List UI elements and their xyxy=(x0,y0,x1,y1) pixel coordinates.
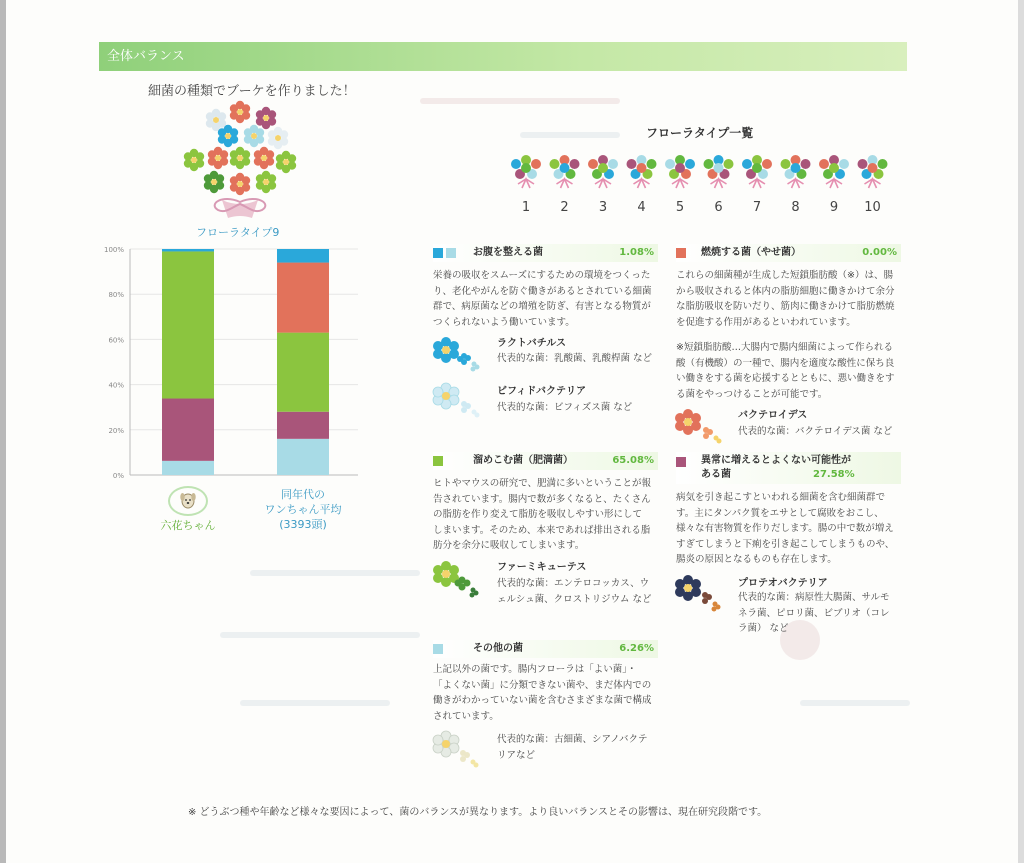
swatch-blue xyxy=(433,248,443,258)
section-other-pct: 6.26% xyxy=(619,643,654,655)
sub-firmicutes-name: ファーミキューテス xyxy=(497,562,587,573)
flora-type-number: 1 xyxy=(521,200,531,215)
section-belly-title: お腹を整える菌 xyxy=(473,247,543,259)
mini-bouquet-icon xyxy=(819,155,849,188)
desc-line: ヒトやマウスの研究で、肥満に多いということが報 xyxy=(433,478,652,489)
dog-avatar xyxy=(168,486,208,516)
bouquet-title: 細菌の種類でブーケを作りました！ xyxy=(148,84,356,99)
mini-bouquet-icon xyxy=(588,155,618,188)
sub-bacteroides-name: バクテロイデス xyxy=(738,410,808,421)
scan-edge-left xyxy=(0,0,6,863)
sub-other-desc xyxy=(497,732,647,763)
bleed-through-line xyxy=(520,132,620,138)
section-abnormal-title-line2: ある菌 xyxy=(701,469,731,480)
desc-line: つくられないよう働いています。 xyxy=(433,316,575,328)
desc-line: 代表的な菌：病原性大腸菌、サルモ xyxy=(738,592,890,603)
desc-line: リアなど xyxy=(497,749,536,761)
desc-line: 群で、病原菌などの増殖を防ぎ、有害となる物質が xyxy=(433,301,651,312)
sub-bacteroides-desc: 代表的な菌：バクテロイデス菌 など xyxy=(738,426,893,437)
section-burn-header xyxy=(676,244,901,262)
desc-line: ラ菌） など xyxy=(738,623,789,634)
bifidobacterium-flower-icon xyxy=(430,376,482,420)
desc-line: を促進する作用があるといわれています。 xyxy=(676,316,856,328)
section-abnormal xyxy=(676,452,901,568)
flora-type-number: 9 xyxy=(829,200,839,215)
y-tick-label: 80% xyxy=(108,291,124,300)
section-belly xyxy=(433,244,658,330)
swatch-green xyxy=(433,456,443,466)
section-fat-title: 溜めこむ菌（肥満菌） xyxy=(473,455,573,467)
desc-line: 病気を引き起こすといわれる細菌を含む細菌群で xyxy=(676,492,886,503)
y-tick-label: 20% xyxy=(108,426,124,435)
section-burn xyxy=(676,244,901,402)
flora-type-number: 2 xyxy=(560,200,569,215)
section-burn-note xyxy=(676,340,901,402)
sub-bifidobacterium-name: ビフィドバクテリア xyxy=(497,386,586,397)
desc-line: 肪分を余分に吸収してしまいます。 xyxy=(433,540,585,551)
section-other-title: その他の菌 xyxy=(473,643,523,655)
other-bacteria-flower-icon xyxy=(430,726,482,770)
section-belly-desc xyxy=(433,268,658,330)
sub-proteobacteria-desc xyxy=(738,590,890,637)
flora-type-number: 7 xyxy=(752,200,762,215)
desc-line: から吸収されると体内の脂肪細胞に働きかけて余分 xyxy=(676,285,895,297)
bleed-through-line xyxy=(420,98,620,104)
lactobacillus-flower-icon xyxy=(430,332,482,376)
bar-segment xyxy=(162,249,214,251)
x-label-average xyxy=(258,487,348,532)
flora-type-label: フローラタイプ9 xyxy=(196,226,280,239)
desc-line: これらの細菌種が生成した短鎖脂肪酸（※）は、腸 xyxy=(676,270,893,281)
desc-line: ネラ菌、ピロリ菌、ビブリオ（コレ xyxy=(738,607,890,619)
bacteroides-flower-icon xyxy=(672,404,724,448)
desc-line: 代表的な菌：エンテロコッカス、ウ xyxy=(497,578,650,589)
flora-type-number: 5 xyxy=(675,200,685,215)
flora-type-number: 8 xyxy=(791,200,800,215)
mini-bouquet-icon xyxy=(781,155,811,188)
x-label-average-line2: ワンちゃん平均 xyxy=(264,503,342,516)
y-tick-label: 40% xyxy=(108,381,124,390)
section-abnormal-pct: 27.58% xyxy=(813,469,855,480)
desc-line: な脂肪吸収を防いだり、筋肉に働きかけて脂肪燃焼 xyxy=(676,301,895,312)
mini-bouquet-icon xyxy=(742,155,772,188)
sub-bifidobacterium-desc: 代表的な菌：ビフィズス菌 など xyxy=(497,402,633,413)
section-abnormal-header xyxy=(676,452,901,484)
scan-edge-right xyxy=(1018,0,1024,863)
mini-bouquet-icon xyxy=(627,155,657,188)
desc-line: 腸炎の原因となるものも存在します。 xyxy=(676,554,837,565)
bleed-through-line xyxy=(800,700,910,706)
x-label-average-line1: 同年代の xyxy=(281,488,325,501)
swatch-lightblue xyxy=(433,644,443,654)
note-line: ※短鎖脂肪酸…大腸内で腸内細菌によって作られる xyxy=(676,342,893,353)
sub-proteobacteria-name: プロテオバクテリア xyxy=(738,578,828,589)
desc-line: ェルシュ菌、クロストリジウム など xyxy=(497,593,652,605)
bar-segment xyxy=(162,399,214,461)
swatch-salmon xyxy=(676,248,686,258)
swatch-purple xyxy=(676,457,686,467)
dog-icon xyxy=(178,490,198,512)
desc-line: の脂肪を作り変えて脂肪を吸収しやすい形にして xyxy=(433,509,643,520)
sub-firmicutes-desc xyxy=(497,576,652,607)
flora-balance-chart xyxy=(96,240,366,480)
desc-line: 様々な有害物質を作りだします。腸の中で数が増え xyxy=(676,523,894,534)
section-burn-title: 燃焼する菌（やせ菌） xyxy=(701,247,801,259)
section-burn-desc xyxy=(676,268,901,330)
note-line: い働きをする菌を応援するとともに、悪い働きをす xyxy=(676,373,895,384)
flora-type-number: 6 xyxy=(714,200,723,215)
bar-segment xyxy=(277,439,329,475)
desc-line: 「よくない菌」に分類できない菌や、まだ体内での xyxy=(433,679,652,691)
desc-line: 上記以外の菌です。腸内フローラは「よい菌」・ xyxy=(433,664,637,675)
sub-lactobacillus-name: ラクトバチルス xyxy=(497,338,566,349)
section-fat-header xyxy=(433,452,658,470)
mini-bouquet-icon xyxy=(704,155,734,188)
note-line: る菌をやっつけることが可能です。 xyxy=(676,388,828,400)
section-abnormal-desc xyxy=(676,490,901,568)
bouquet-illustration xyxy=(178,98,304,220)
desc-line: す。主にタンパク質をエサとして腐敗をおこし、 xyxy=(676,507,884,519)
flora-type-bouquets xyxy=(502,150,902,194)
desc-line: 働きがわかっていない菌を含むさまざまな菌で構成 xyxy=(433,695,652,706)
bleed-through-line xyxy=(240,700,390,706)
sub-lactobacillus-desc: 代表的な菌：乳酸菌、乳酸桿菌 など xyxy=(497,353,653,364)
desc-line: 代表的な菌：古細菌、シアノバクテ xyxy=(497,734,648,745)
section-abnormal-title-line1: 異常に増えるとよくない可能性が xyxy=(701,455,851,466)
bar-segment xyxy=(162,251,214,398)
bar-segment xyxy=(277,249,329,263)
x-label-average-line3: (3393頭) xyxy=(279,518,327,531)
section-belly-header xyxy=(433,244,658,262)
section-fat xyxy=(433,452,658,554)
bar-segment xyxy=(162,461,214,475)
bleed-through-line xyxy=(220,632,420,638)
desc-line: すぎてしまうと下痢を引き起こしてしまうものや、 xyxy=(676,538,895,550)
desc-line: しまいます。そのため、本来であれば排出される脂 xyxy=(433,524,651,536)
desc-line: 栄養の吸収をスムーズにするための環境をつくった xyxy=(433,270,651,281)
y-tick-label: 100% xyxy=(103,246,124,254)
section-belly-pct: 1.08% xyxy=(619,247,654,259)
y-tick-label: 0% xyxy=(112,472,124,480)
bar-segment xyxy=(277,412,329,439)
section-burn-pct: 0.00% xyxy=(862,247,897,259)
x-label-rikka: 六花ちゃん xyxy=(160,519,216,532)
desc-line: り、老化やがんを防ぐ働きがあるとされている細菌 xyxy=(433,285,652,297)
section-other xyxy=(433,640,658,724)
bleed-through-line xyxy=(250,570,420,576)
y-tick-label: 60% xyxy=(108,336,124,345)
section-abnormal-title xyxy=(701,454,855,482)
section-other-header xyxy=(433,640,658,658)
mini-bouquet-icon xyxy=(665,155,695,188)
mini-bouquet-icon xyxy=(511,155,541,188)
bar-segment xyxy=(277,263,329,333)
proteobacteria-flower-icon xyxy=(672,570,724,614)
flora-type-number: 3 xyxy=(598,200,608,215)
desc-line: されています。 xyxy=(433,710,499,722)
footnote: ※ どうぶつ種や年齢など様々な要因によって、菌のバランスが異なります。より良いバランスとその影響は、現在研究段階です。 xyxy=(188,807,768,818)
flora-type-number: 10 xyxy=(864,200,881,215)
section-other-desc xyxy=(433,662,658,724)
flora-list-title: フローラタイプ一覧 xyxy=(646,126,754,140)
mini-bouquet-icon xyxy=(858,155,888,188)
flora-type-number: 4 xyxy=(637,200,646,215)
desc-line: 告されています。腸内で数が多くなると、たくさん xyxy=(433,493,651,505)
firmicutes-flower-icon xyxy=(430,556,482,600)
section-fat-desc xyxy=(433,476,658,554)
section-fat-pct: 65.08% xyxy=(612,455,654,467)
section-header-bar: 全体バランス xyxy=(99,42,907,71)
bar-segment xyxy=(277,333,329,412)
swatch-lightblue xyxy=(446,248,456,258)
mini-bouquet-icon xyxy=(550,155,580,188)
section-abnormal-title-row2 xyxy=(701,468,855,482)
note-line: 酸（有機酸）の一種で、腸内を適度な酸性に保ち良 xyxy=(676,357,895,369)
